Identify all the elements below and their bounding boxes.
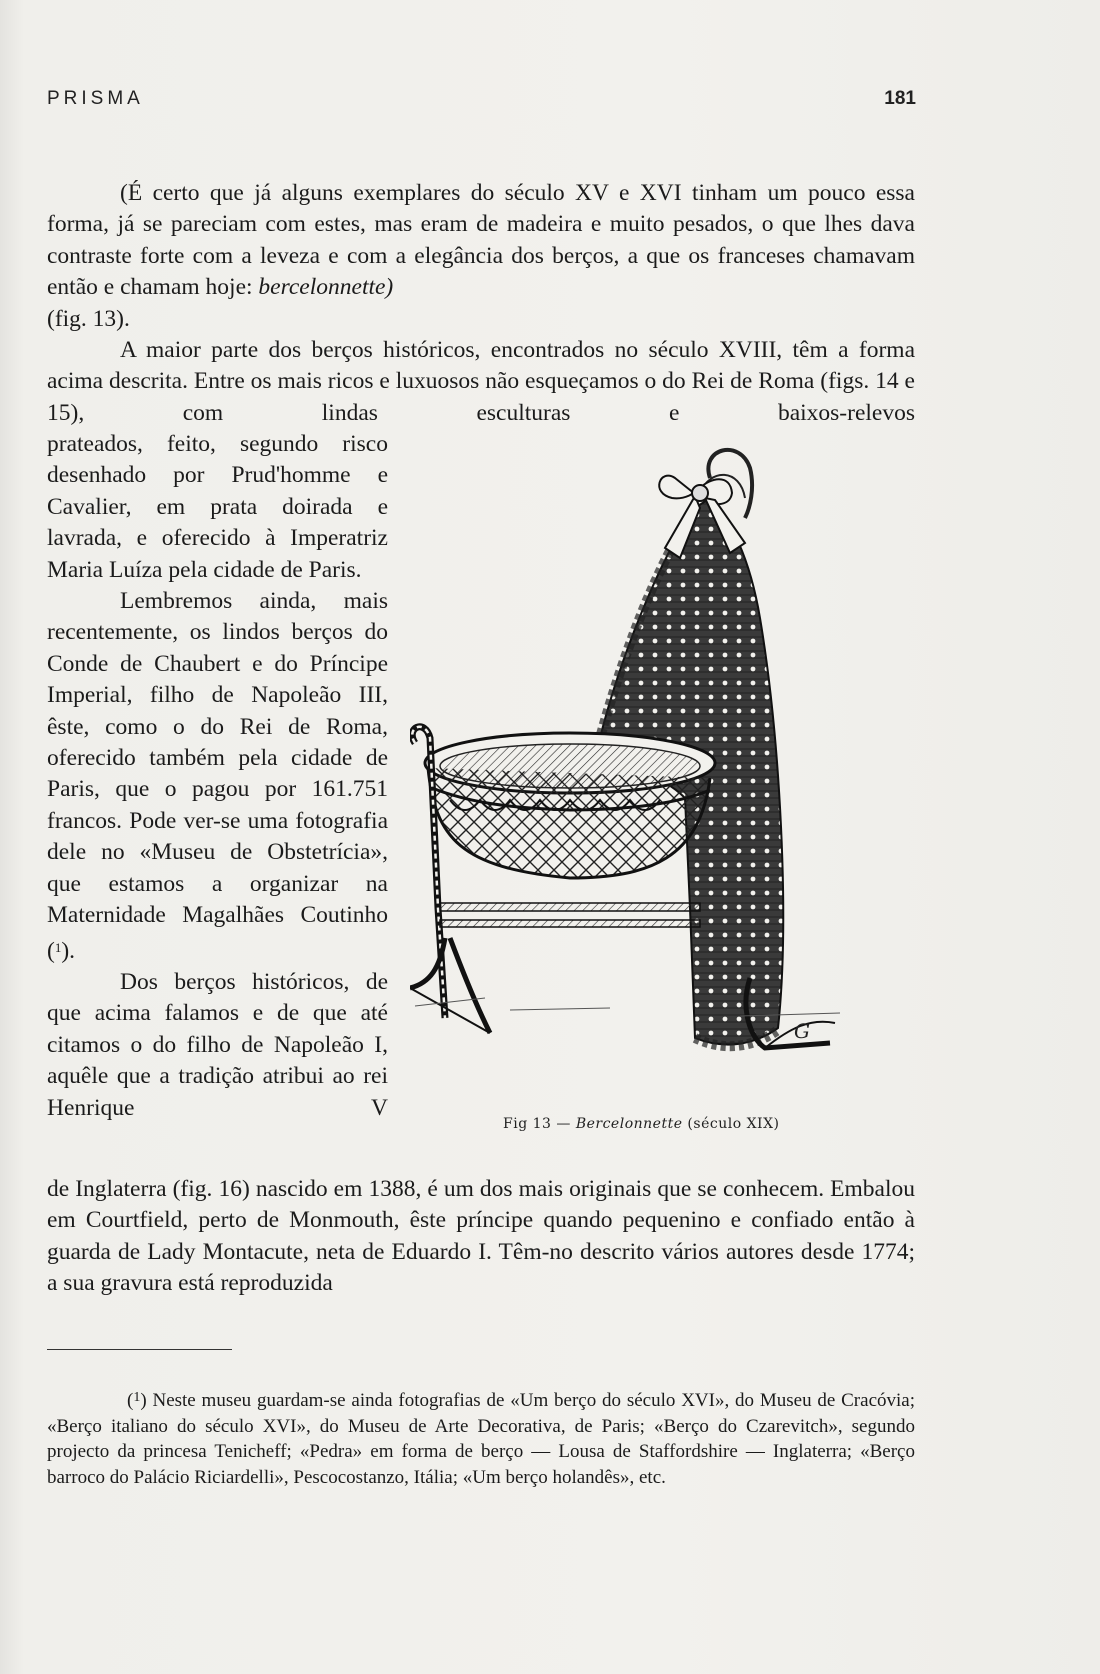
- footnote-divider: [47, 1349, 232, 1350]
- cradle-illustration: [410, 438, 890, 1098]
- caption-suffix: (século XIX): [682, 1116, 780, 1132]
- term-bercelonnette: bercelonnette): [258, 274, 394, 301]
- page-number: 181: [884, 88, 916, 109]
- paragraph-3-end: ).: [61, 937, 76, 964]
- footnote-paragraph: ($^1$) Neste museu guardam-se ainda fotografias de «Um berço do século XVI», do Museu de Cracóvia; «Berço italiano do século XVI», do Museu de Arte Decorativa, de Paris; «Berço do Czarevitch», segundo projecto da princesa Tenicheff; «Pedra» em forma de berço — Lousa de Staffordshire — Inglaterra; «Berço barroco do Palácio Riciardelli», Pescocostanzo, Itália; «Um berço holandês», etc.: [47, 1390, 915, 1488]
- figure-caption: [503, 1116, 883, 1132]
- engraver-monogram: G: [794, 1019, 810, 1043]
- paragraph-2: A maior parte dos berços históricos, encontrados no século XVIII, têm a forma acima descrita. Entre os mais ricos e luxuosos não esqueçamos o do Rei de Roma (figs. 14 e 15), com lindas esculturas e baixos-relevos: [47, 337, 915, 426]
- body-text-top: [47, 178, 915, 429]
- paragraph-3: [47, 586, 388, 967]
- paragraph-4: Dos berços históricos, de que acima falamos e de que até citamos o do filho de Napoleão I, aquêle que a tradição atribui ao rei Henrique V: [47, 968, 388, 1121]
- body-text-left-column: [47, 429, 388, 1124]
- page-header: [47, 88, 916, 118]
- footnote: [47, 1385, 915, 1490]
- body-text-bottom: [47, 1174, 915, 1300]
- paragraph-4-continued: de Inglaterra (fig. 16) nascido em 1388, é um dos mais originais que se conhecem. Embalou em Courtfield, perto de Monmouth, êste príncipe quando pequenino e confiado então à guarda de Lady Montacute, neta de Eduardo I. Têm-no descrito vários autores desde 1774; a sua gravura está reproduzida: [47, 1176, 915, 1297]
- footnote-text: ) Neste museu guardam-se ainda fotografias de «Um berço do século XVI», do Museu de Cracóvia; «Berço italiano do século XVI», do Museu de Arte Decorativa, de Paris; «Berço do Czarevitch», segundo projecto da princesa Tenicheff; «Pedra» em forma de berço — Lousa de Staffordshire — Inglaterra; «Berço barroco do Palácio Riciardelli», Pescocostanzo, Itália; «Um berço holandês», etc.: [47, 1390, 915, 1488]
- fig-reference: (fig. 13).: [47, 305, 130, 332]
- caption-title: Bercelonnette: [575, 1116, 683, 1132]
- footnote-reference: 1: [54, 939, 62, 955]
- running-title: PRISMA: [47, 88, 144, 109]
- paragraph-2-continued: prateados, feito, segundo risco desenhado por Prud'homme e Cavalier, em prata doirada e lavrada, e oferecido à Imperatriz Maria Luíza pela cidade de Paris.: [47, 431, 388, 583]
- footnote-marker: 1: [133, 1390, 141, 1405]
- cradle-engraving: [410, 438, 890, 1098]
- paragraph-1-text: (É certo que já alguns exemplares do século XV e XVI tinham um pouco essa forma, já se pareciam com estes, mas eram de madeira e muito pesados, o que lhes dava contraste forte com a leveza e com a elegância dos berços, a que os franceses chamavam então e chamam hoje:: [47, 180, 915, 301]
- paragraph-1: [47, 178, 915, 335]
- paragraph-3-text: Lembremos ainda, mais recentemente, os lindos berços do Conde de Chaubert e do Príncipe Imperial, filho de Napoleão III, êste, como o do Rei de Roma, oferecido também pela cidade de Paris, que o pagou por 161.751 francos. Pode ver-se uma fotografia dele no «Museu de Obstetrícia», que estamos a organizar na Maternidade Magalhães Coutinho (: [47, 588, 388, 964]
- caption-prefix: Fig 13 —: [503, 1116, 576, 1132]
